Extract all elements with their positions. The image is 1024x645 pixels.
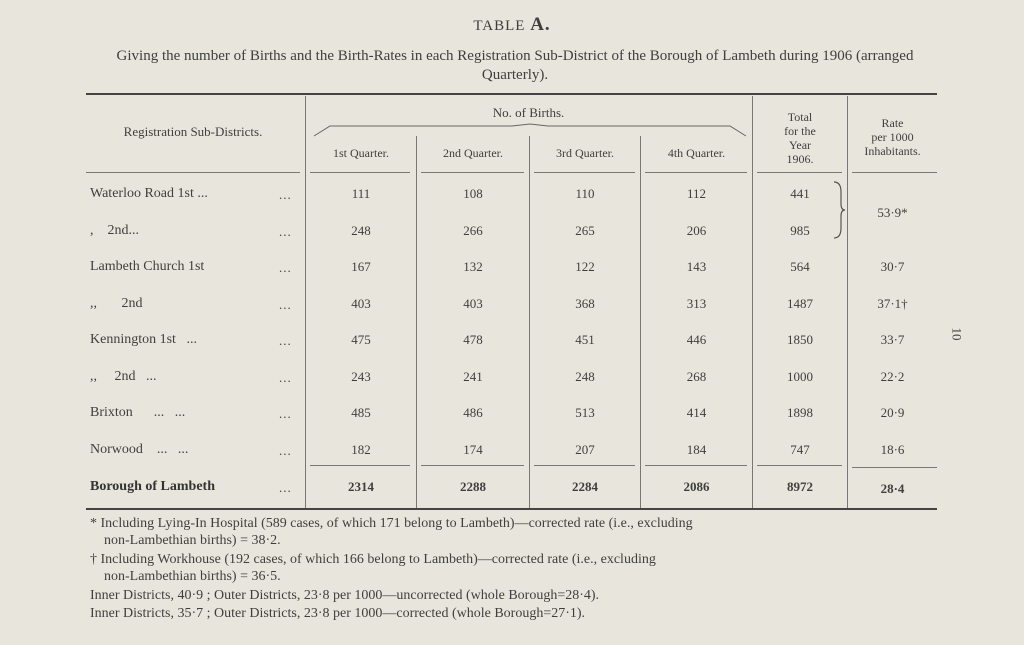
row-subdistrict-name: Norwood ... ...	[90, 441, 189, 457]
total-line	[852, 467, 937, 468]
row-cell-q3: 122	[575, 259, 595, 274]
header-total-line: Year	[788, 138, 812, 152]
row-cell-q1: 475	[351, 332, 371, 347]
header-q4: 4th Quarter.	[667, 146, 726, 160]
row-cell-total: 985	[790, 222, 810, 238]
header-total	[753, 110, 847, 166]
row-cell-q3: 513	[575, 405, 595, 420]
header-q2: 2nd Quarter.	[443, 146, 503, 160]
row-cell-total: 564	[790, 259, 810, 274]
row-cell-q2: 108	[463, 186, 483, 201]
row-cell-rate: 18·6	[880, 441, 905, 457]
row-cell-q4: 268	[686, 368, 707, 384]
header-births: No. of Births.	[492, 105, 565, 120]
total-year: 8972	[787, 479, 813, 494]
row-cell-q2: 241	[463, 368, 483, 384]
row-cell-total: 1898	[787, 405, 813, 420]
header-q3: 3rd Quarter.	[556, 146, 614, 160]
row-cell-q1: 485	[351, 405, 371, 420]
row-cell-q2: 486	[463, 405, 483, 420]
row-cell-q1: 182	[351, 441, 371, 457]
table-title	[0, 14, 1024, 36]
row-cell-total: 747	[790, 441, 810, 457]
header-subdistricts: Registration Sub-Districts.	[123, 124, 263, 139]
row-leader-dots: ...	[279, 333, 292, 348]
title-prefix: TABLE	[473, 18, 526, 34]
row-cell-rate: 22·2	[880, 368, 905, 384]
header-rate-line: Inhabitants.	[864, 144, 921, 158]
header-rate-line: per 1000	[871, 130, 914, 144]
row-cell-q3: 248	[575, 368, 595, 384]
waterloo-brace	[832, 180, 846, 240]
row-leader-dots: ...	[279, 442, 292, 458]
row-cell-q2: 132	[463, 259, 483, 274]
total-row-name: Borough of Lambeth	[90, 479, 215, 494]
row-subdistrict-name: , 2nd...	[90, 222, 139, 238]
header-underline	[757, 172, 842, 173]
row-leader-dots: ...	[279, 369, 292, 385]
header-underline	[86, 172, 300, 173]
total-line	[310, 465, 410, 466]
header-underline	[645, 172, 747, 173]
row-cell-q1: 111	[351, 186, 371, 201]
total-q1: 2314	[348, 479, 374, 494]
footnote-1b: non-Lambethian births) = 38·2.	[104, 533, 281, 548]
footnote-3: Inner Districts, 40·9 ; Outer Districts, 23·8 per 1000—uncorrected (whole Borough=28·4).	[90, 588, 600, 603]
row-subdistrict-name: Lambeth Church 1st	[90, 259, 205, 274]
row-cell-q2: 174	[463, 441, 483, 457]
footnote-4: Inner Districts, 35·7 ; Outer Districts, 23·8 per 1000—corrected (whole Borough=27·1).	[90, 606, 586, 621]
row-leader-dots: ...	[279, 260, 292, 275]
row-subdistrict-name: ,, 2nd ...	[90, 368, 157, 384]
births-bracket	[312, 122, 748, 138]
row-cell-total: 441	[790, 186, 810, 201]
row-cell-q1: 248	[351, 222, 371, 238]
total-line	[645, 465, 747, 466]
table-subtitle: Giving the number of Births and the Birth-Rates in each Registration Sub-District of the Borough of Lambeth during 1906 (arranged Quarterly).	[116, 48, 914, 83]
row-leader-dots: ...	[279, 223, 292, 239]
row-cell-q2: 478	[463, 332, 483, 347]
row-cell-rate: 20·9	[880, 405, 905, 420]
row-cell-q4: 184	[686, 441, 707, 457]
row-cell-q3: 207	[575, 441, 595, 457]
row-cell-total: 1487	[787, 295, 813, 311]
row-cell-q3: 368	[575, 295, 595, 311]
row-cell-rate: 30·7	[880, 259, 905, 274]
total-q2: 2288	[460, 479, 486, 494]
row-cell-q4: 206	[686, 222, 707, 238]
row-cell-q4: 313	[686, 295, 707, 311]
total-q3: 2284	[572, 479, 598, 494]
row-cell-q4: 112	[686, 186, 707, 201]
row-cell-q1: 243	[351, 368, 371, 384]
footnote-2a: † Including Workhouse (192 cases, of which 166 belong to Lambeth)—corrected rate (i.e., excluding	[90, 552, 656, 567]
row-cell-q3: 110	[575, 186, 595, 201]
row-cell-q1: 403	[351, 295, 371, 311]
waterloo-rate: 53·9*	[877, 205, 908, 220]
row-cell-total: 1850	[787, 332, 813, 347]
row-subdistrict-name: Kennington 1st ...	[90, 332, 197, 347]
header-total-line: Total	[787, 110, 813, 124]
header-q1: 1st Quarter.	[333, 146, 389, 160]
header-underline	[852, 172, 937, 173]
row-leader-dots: ...	[279, 187, 292, 202]
top-rule	[86, 93, 937, 95]
row-cell-q4: 446	[686, 332, 707, 347]
footnote-2b: non-Lambethian births) = 36·5.	[104, 569, 281, 584]
header-rate	[848, 116, 937, 158]
row-cell-q1: 167	[351, 259, 371, 274]
row-cell-q4: 143	[686, 259, 707, 274]
title-letter: A.	[530, 14, 551, 35]
bottom-rule	[86, 508, 937, 510]
header-total-line: for the	[784, 124, 816, 138]
footnote-1a: * Including Lying-In Hospital (589 cases, of which 171 belong to Lambeth)—corrected rate (i.e., excluding	[90, 516, 693, 531]
total-line	[534, 465, 635, 466]
header-underline	[534, 172, 635, 173]
total-rate: 28·4	[880, 481, 905, 496]
header-underline	[421, 172, 524, 173]
page-number: 10	[949, 327, 965, 341]
row-cell-total: 1000	[787, 368, 813, 384]
row-cell-q3: 451	[575, 332, 595, 347]
row-cell-q3: 265	[575, 222, 595, 238]
row-leader-dots: ...	[279, 296, 292, 312]
row-cell-q2: 266	[463, 222, 483, 238]
row-cell-q4: 414	[686, 405, 707, 420]
header-total-line: 1906.	[786, 152, 814, 166]
row-subdistrict-name: Waterloo Road 1st ...	[90, 186, 208, 201]
total-line	[757, 465, 842, 466]
row-leader-dots: ...	[279, 406, 292, 421]
header-rate-line: Rate	[881, 116, 904, 130]
row-cell-q2: 403	[463, 295, 483, 311]
row-cell-rate: 33·7	[880, 332, 905, 347]
row-subdistrict-name: ,, 2nd	[90, 295, 143, 311]
row-cell-rate: 37·1†	[877, 295, 908, 311]
header-underline	[310, 172, 410, 173]
total-row-dots: ...	[279, 480, 292, 495]
total-q4: 2086	[683, 479, 710, 494]
row-subdistrict-name: Brixton ... ...	[90, 405, 186, 420]
total-line	[421, 465, 524, 466]
